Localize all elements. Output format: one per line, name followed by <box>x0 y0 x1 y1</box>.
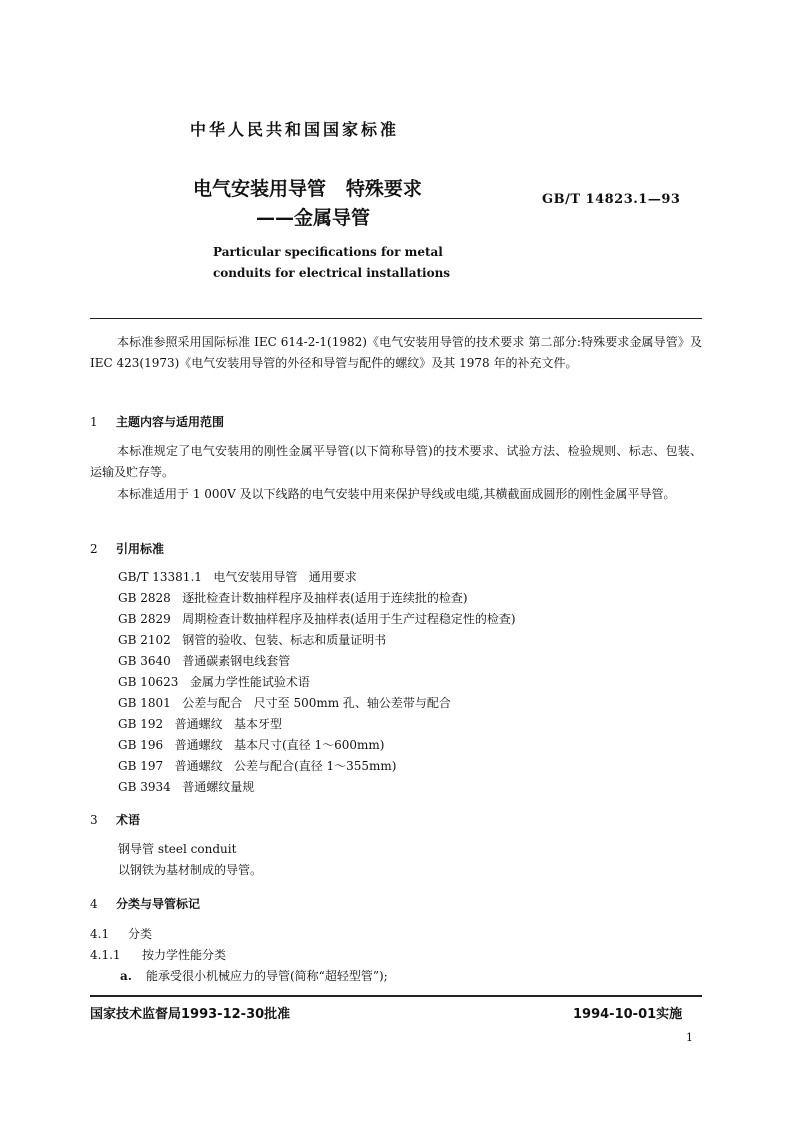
subsection-title: 按力学性能分类 <box>142 948 227 962</box>
section-number: 3 <box>90 813 98 827</box>
section-title: 主题内容与适用范围 <box>116 415 225 429</box>
subsection-title: 分类 <box>128 927 153 941</box>
subsection-number: 4.1 <box>90 927 110 941</box>
term-name: 钢导管 steel conduit <box>118 842 237 856</box>
country-standard-heading: 中华人民共和国国家标准 <box>190 120 400 139</box>
reference-item: GB 10623 金属力学性能试验术语 <box>118 675 310 689</box>
section-number: 2 <box>90 542 98 556</box>
footer-divider <box>90 995 702 997</box>
subsection-4-1-1 <box>90 946 226 963</box>
reference-item: GB 1801 公差与配合 尺寸至 500mm 孔、轴公差带与配合 <box>118 696 451 710</box>
section-1-paragraph-2: 本标准适用于 1 000V 及以下线路的电气安装中用来保护导线或电缆,其横截面成圆形的刚性金属平导管。 <box>117 487 676 501</box>
reference-item: GB 3640 普通碳素钢电线套管 <box>118 654 291 668</box>
section-title: 术语 <box>116 813 141 827</box>
approval-date: 国家技术监督局1993-12-30批准 <box>90 1007 291 1022</box>
section-number: 1 <box>90 415 98 429</box>
foreword-paragraph: 本标准参照采用国际标准 IEC 614-2-1(1982)《电气安装用导管的技术要求 第二部分:特殊要求金属导管》及 IEC 423(1973)《电气安装用导管的外径和导管与配件的螺纹》及其 1978 年的补充文件。 <box>90 335 702 370</box>
document-title: 电气安装用导管 特殊要求 <box>193 178 422 200</box>
reference-item: GB 2828 逐批检查计数抽样程序及抽样表(适用于连续批的检查) <box>118 591 468 605</box>
subsection-number: 4.1.1 <box>90 948 121 962</box>
term-definition: 以钢铁为基材制成的导管。 <box>118 863 263 877</box>
section-1-paragraph-1: 本标准规定了电气安装用的刚性金属平导管(以下简称导管)的技术要求、试验方法、检验规则、标志、包装、运输及贮存等。 <box>90 444 702 479</box>
section-1-heading <box>90 413 224 430</box>
section-number: 4 <box>90 897 98 911</box>
list-item-label: a. <box>120 969 132 983</box>
document-subtitle: ——金属导管 <box>256 207 371 229</box>
section-3-heading <box>90 811 140 828</box>
section-title: 分类与导管标记 <box>116 897 201 911</box>
reference-item: GB 196 普通螺纹 基本尺寸(直径 1～600mm) <box>118 738 385 752</box>
reference-item: GB/T 13381.1 电气安装用导管 通用要求 <box>118 570 357 584</box>
page-number: 1 <box>686 1031 693 1044</box>
reference-item: GB 2829 周期检查计数抽样程序及抽样表(适用于生产过程稳定性的检查) <box>118 612 516 626</box>
section-2-heading <box>90 540 164 557</box>
section-4-heading <box>90 895 200 912</box>
reference-item: GB 3934 普通螺纹量规 <box>118 780 255 794</box>
implementation-date: 1994-10-01实施 <box>573 1007 683 1022</box>
subsection-4-1 <box>90 925 152 942</box>
section-title: 引用标准 <box>116 542 165 556</box>
reference-item: GB 2102 钢管的验收、包装、标志和质量证明书 <box>118 633 387 647</box>
header-divider <box>90 318 702 319</box>
list-item-a <box>120 967 388 984</box>
standard-number: GB/T 14823.1—93 <box>542 192 681 207</box>
english-title-line1: Particular specifications for metal <box>213 245 443 259</box>
english-title-line2: conduits for electrical installations <box>213 266 451 280</box>
reference-item: GB 192 普通螺纹 基本牙型 <box>118 717 283 731</box>
reference-item: GB 197 普通螺纹 公差与配合(直径 1～355mm) <box>118 759 397 773</box>
list-item-text: 能承受很小机械应力的导管(简称“超轻型管”); <box>146 969 388 983</box>
